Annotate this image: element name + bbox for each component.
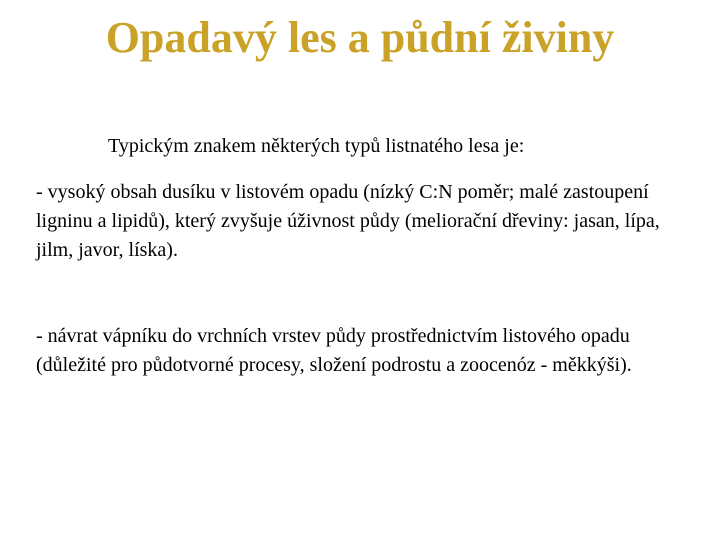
bullet-item-calcium: - návrat vápníku do vrchních vrstev půdy prostřednictvím listového opadu (důležité pro půdotvorné procesy, složení podrostu a zoocenóz - měkkýši). bbox=[36, 325, 632, 376]
slide-title: Opadavý les a půdní živiny bbox=[105, 13, 615, 62]
intro-text: Typickým znakem některých typů listnatého lesa je: bbox=[108, 135, 525, 157]
bullet-item-nitrogen: - vysoký obsah dusíku v listovém opadu (nízký C:N poměr; malé zastoupení ligninu a lipidů), který zvyšuje úživnost půdy (meliorační dřeviny: jasan, lípa, jilm, javor, líska). bbox=[36, 181, 660, 261]
